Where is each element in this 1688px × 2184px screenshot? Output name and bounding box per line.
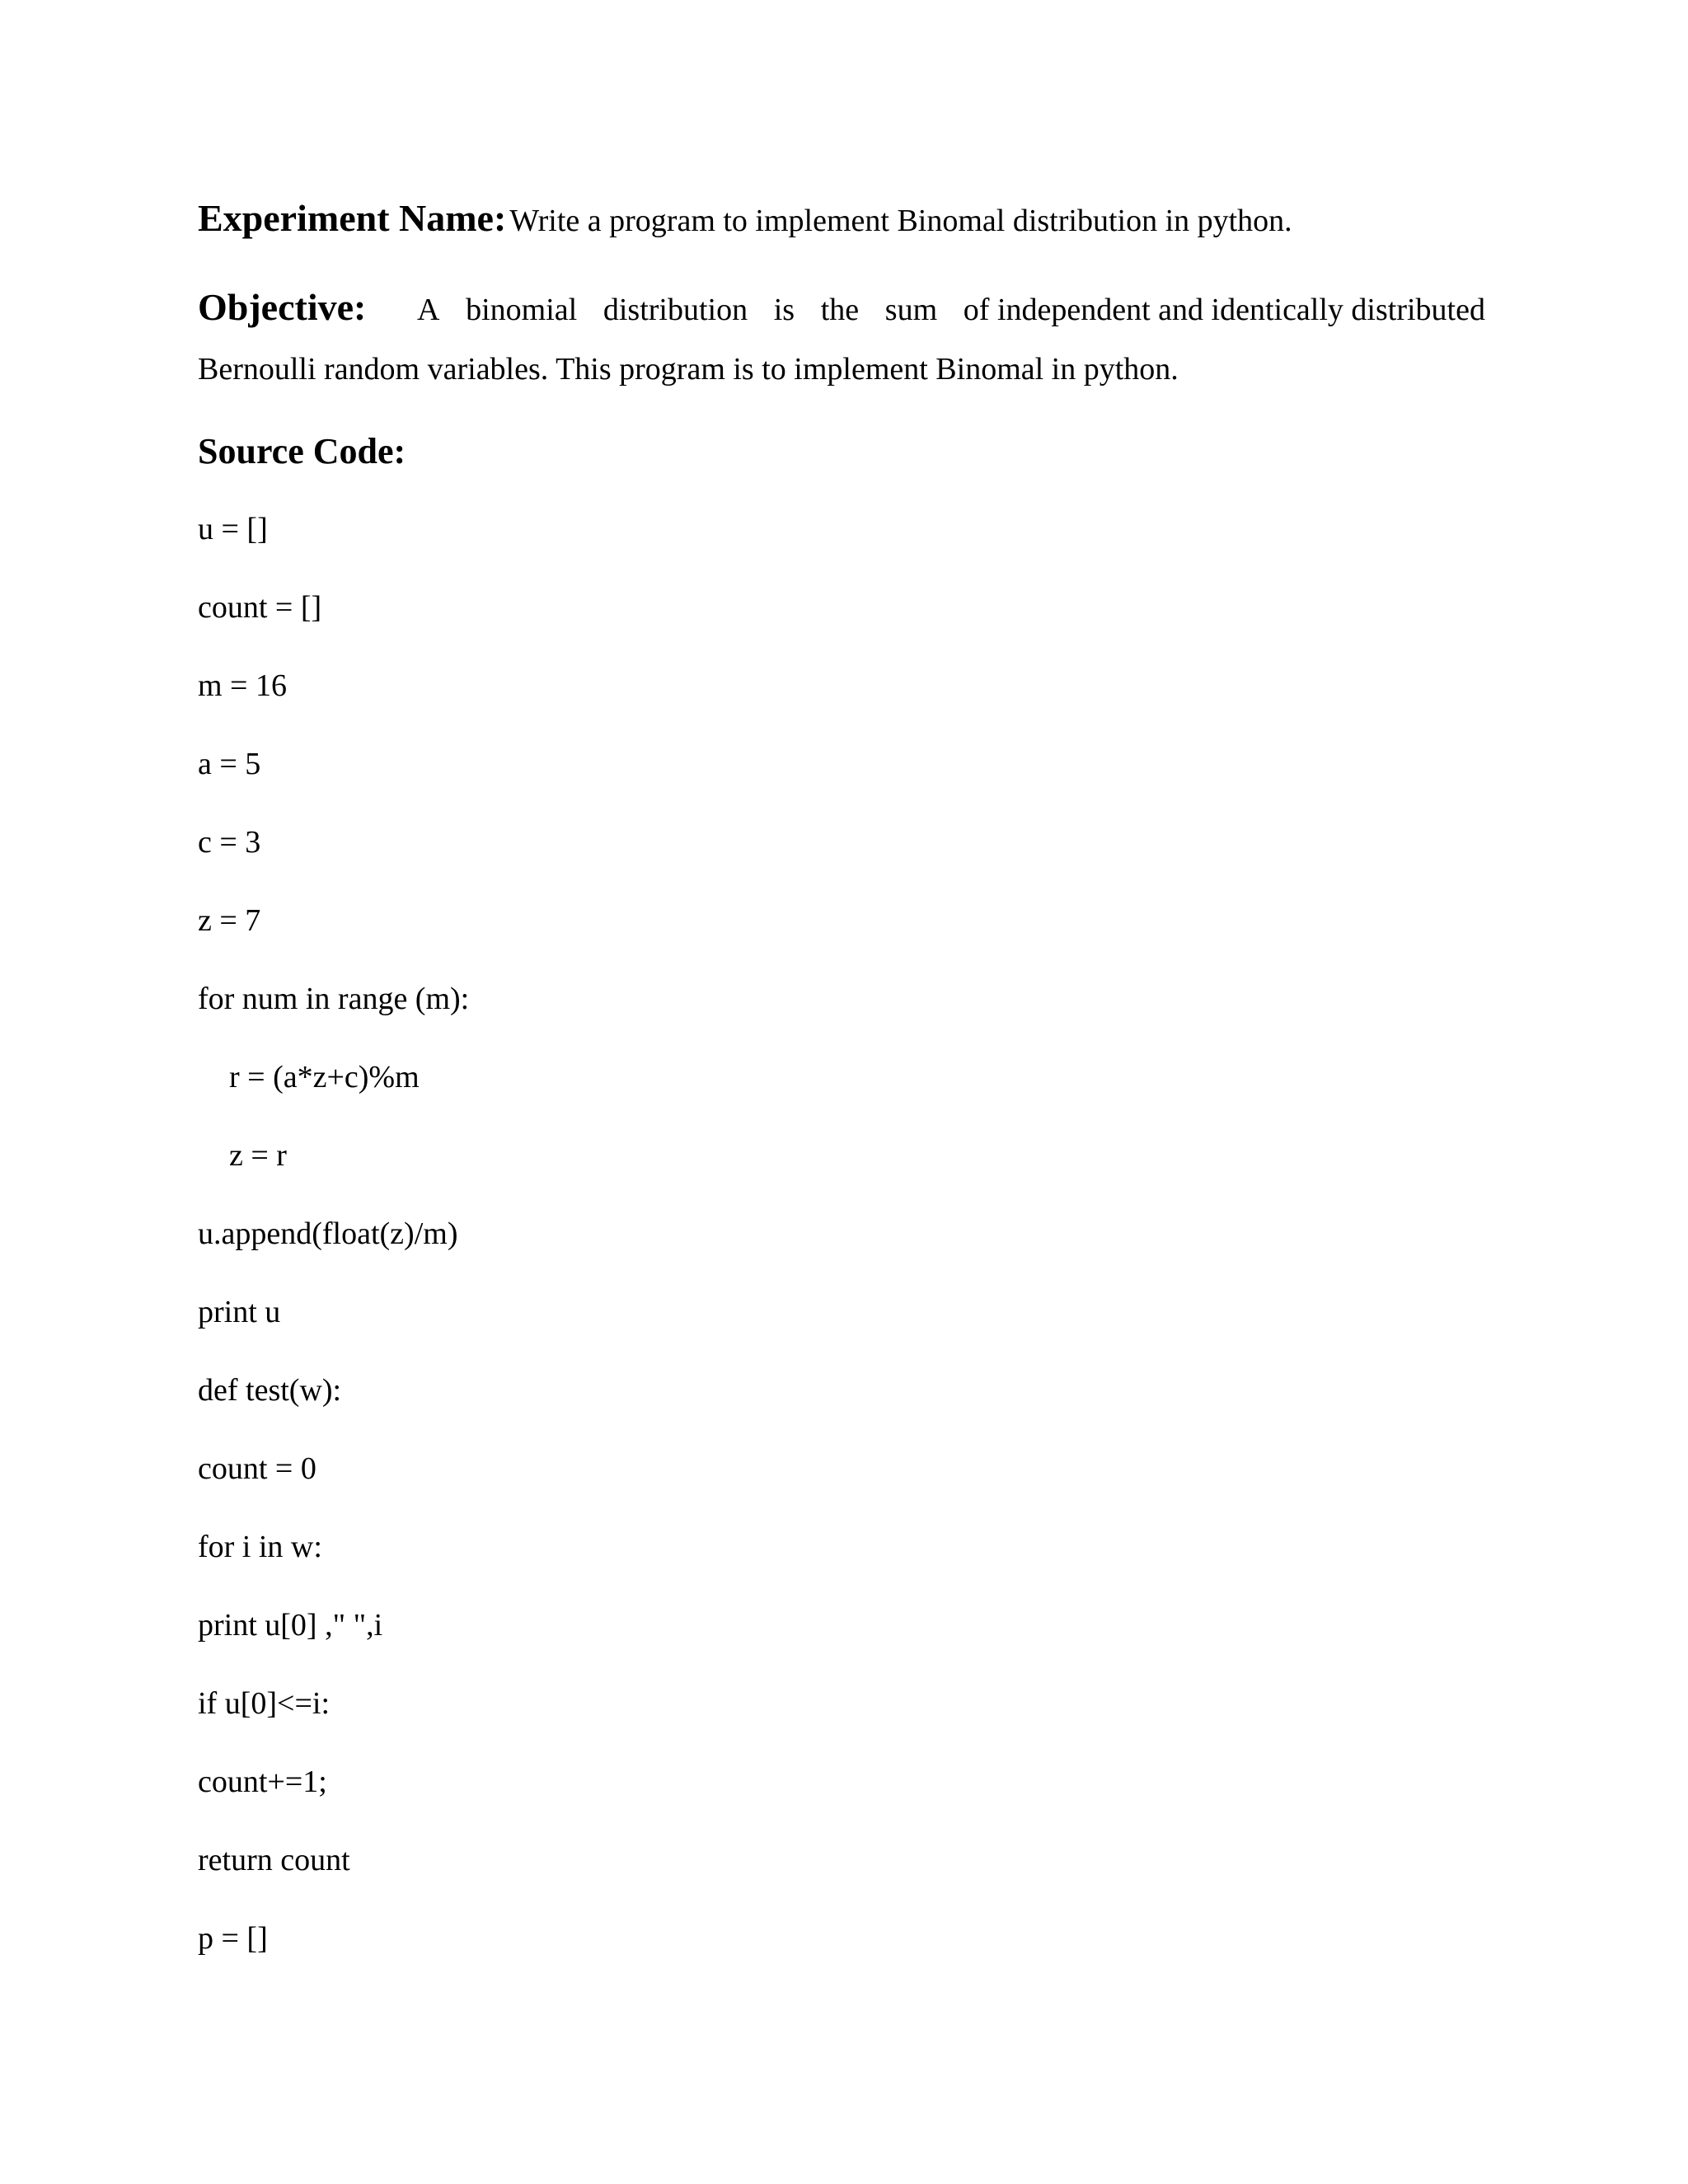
experiment-name-text: Write a program to implement Binomal distribution in python. xyxy=(509,204,1292,238)
experiment-name-line xyxy=(198,196,1292,240)
code-line: z = 7 xyxy=(198,903,261,938)
code-line: count+=1; xyxy=(198,1765,327,1799)
code-line: p = [] xyxy=(198,1921,268,1956)
code-line: for num in range (m): xyxy=(198,982,470,1016)
source-code-heading: Source Code: xyxy=(198,431,406,471)
code-line: if u[0]<=i: xyxy=(198,1686,330,1721)
experiment-name-label: Experiment Name: xyxy=(198,197,507,239)
objective-line xyxy=(198,285,1485,329)
objective-word: distribution xyxy=(603,293,748,327)
code-line: m = 16 xyxy=(198,668,287,703)
code-line: for i in w: xyxy=(198,1530,322,1564)
code-line: def test(w): xyxy=(198,1373,342,1408)
code-line-indented: r = (a*z+c)%m xyxy=(229,1060,420,1094)
code-line: count = 0 xyxy=(198,1451,316,1486)
objective-word: of independent and identically distributed xyxy=(963,293,1485,327)
objective-continuation: Bernoulli random variables. This program is to implement Binomal in python. xyxy=(198,352,1179,387)
code-line: c = 3 xyxy=(198,825,261,860)
objective-label: Objective: xyxy=(198,286,367,328)
code-line: print u[0] ," ",i xyxy=(198,1608,383,1643)
code-line: count = [] xyxy=(198,590,322,625)
code-line: u = [] xyxy=(198,512,268,546)
objective-word: the xyxy=(820,293,860,327)
objective-word: is xyxy=(773,293,795,327)
objective-word: A xyxy=(417,293,440,327)
objective-word: sum xyxy=(884,293,938,327)
objective-word: binomial xyxy=(466,293,578,327)
code-line-indented: z = r xyxy=(229,1138,287,1173)
code-line: print u xyxy=(198,1295,281,1329)
code-line: return count xyxy=(198,1843,350,1877)
code-line: a = 5 xyxy=(198,747,261,781)
code-line: u.append(float(z)/m) xyxy=(198,1216,458,1251)
